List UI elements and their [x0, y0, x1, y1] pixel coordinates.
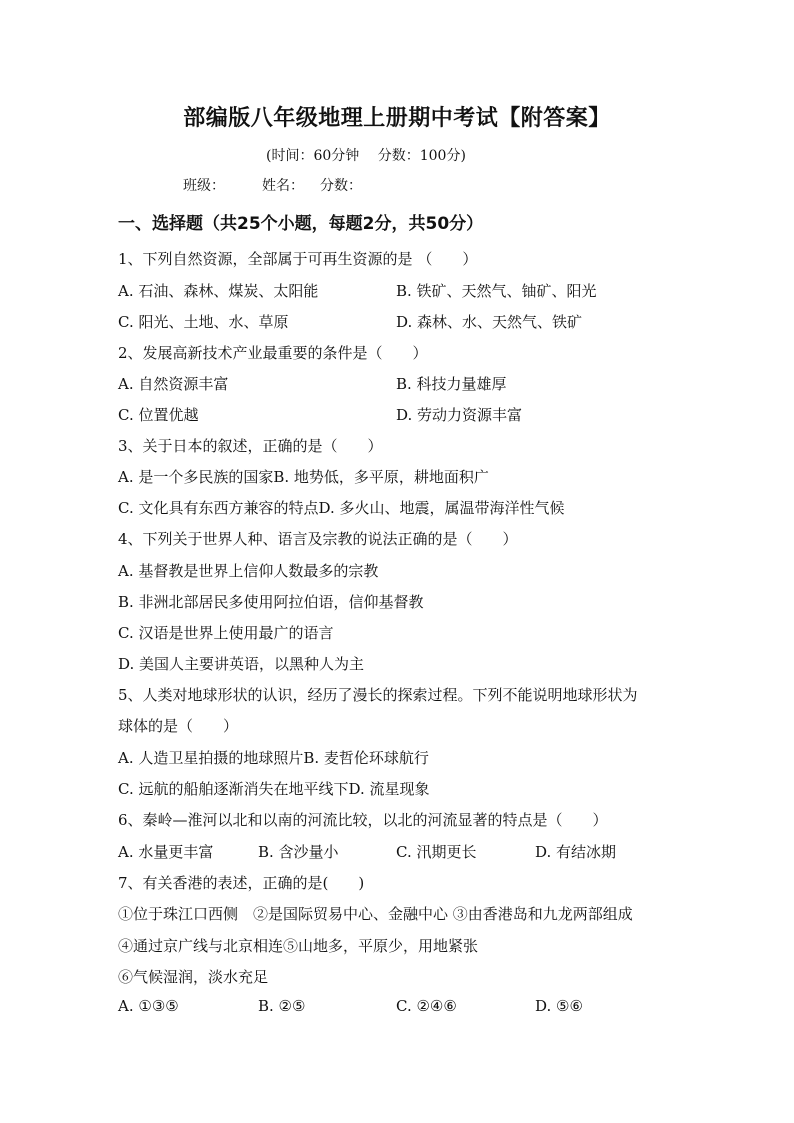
option-c: C. ②④⑥ — [396, 997, 457, 1015]
option-a: A. 基督教是世界上信仰人数最多的宗教 — [118, 562, 379, 580]
name-label: 姓名： — [262, 178, 304, 194]
option-d: D. 劳动力资源丰富 — [396, 406, 523, 424]
question-stem: 7、有关香港的表述，正确的是( ) — [118, 874, 365, 892]
option-ab: A. 人造卫星拍摄的地球照片B. 麦哲伦环球航行 — [118, 749, 429, 767]
question-stem-line-2: 球体的是（ ） — [118, 717, 239, 735]
option-b: B. 非洲北部居民多使用阿拉伯语，信仰基督教 — [118, 593, 424, 611]
option-ab: A. 是一个多民族的国家B. 地势低，多平原，耕地面积广 — [118, 468, 489, 486]
option-cd: C. 文化具有东西方兼容的特点D. 多火山、地震，属温带海洋性气候 — [118, 499, 565, 517]
option-c: C. 汉语是世界上使用最广的语言 — [118, 624, 334, 642]
time-score-info: (时间：60分钟 分数：100分) — [266, 148, 466, 164]
statement-line-3: ⑥气候湿润，淡水充足 — [118, 968, 269, 986]
page-title: 部编版八年级地理上册期中考试【附答案】 — [183, 106, 611, 131]
option-c: C. 位置优越 — [118, 406, 199, 424]
score-label: 分数： — [320, 178, 362, 194]
option-a: A. ①③⑤ — [118, 997, 179, 1015]
question-stem: 2、发展高新技术产业最重要的条件是（ ） — [118, 344, 428, 362]
question-stem: 1、下列自然资源，全部属于可再生资源的是 （ ） — [118, 250, 478, 268]
question-stem: 3、关于日本的叙述，正确的是（ ） — [118, 437, 383, 455]
statement-line-1: ①位于珠江口西侧 ②是国际贸易中心、金融中心 ③由香港岛和九龙两部组成 — [118, 905, 633, 923]
option-a: A. 水量更丰富 — [118, 843, 214, 861]
section-title-choice: 一、选择题（共25个小题，每题2分，共50分） — [118, 214, 484, 234]
option-d: D. 美国人主要讲英语，以黑种人为主 — [118, 655, 365, 673]
option-b: B. 科技力量雄厚 — [396, 375, 507, 393]
statement-line-2: ④通过京广线与北京相连⑤山地多，平原少，用地紧张 — [118, 937, 479, 955]
option-c: C. 阳光、土地、水、草原 — [118, 313, 289, 331]
option-b: B. 铁矿、天然气、铀矿、阳光 — [396, 282, 597, 300]
option-a: A. 石油、森林、煤炭、太阳能 — [118, 282, 319, 300]
question-stem: 6、秦岭—淮河以北和以南的河流比较，以北的河流显著的特点是（ ） — [118, 811, 608, 829]
question-stem: 4、下列关于世界人种、语言及宗教的说法正确的是（ ） — [118, 530, 518, 548]
option-c: C. 汛期更长 — [396, 843, 477, 861]
option-a: A. 自然资源丰富 — [118, 375, 229, 393]
option-d: D. 有结冰期 — [535, 843, 617, 861]
option-cd: C. 远航的船舶逐渐消失在地平线下D. 流星现象 — [118, 780, 430, 798]
class-label: 班级： — [183, 178, 225, 194]
question-stem-line-1: 5、人类对地球形状的认识，经历了漫长的探索过程。下列不能说明地球形状为 — [118, 686, 638, 704]
option-d: D. ⑤⑥ — [535, 997, 583, 1015]
option-b: B. 含沙量小 — [258, 843, 339, 861]
option-d: D. 森林、水、天然气、铁矿 — [396, 313, 583, 331]
option-b: B. ②⑤ — [258, 997, 306, 1015]
